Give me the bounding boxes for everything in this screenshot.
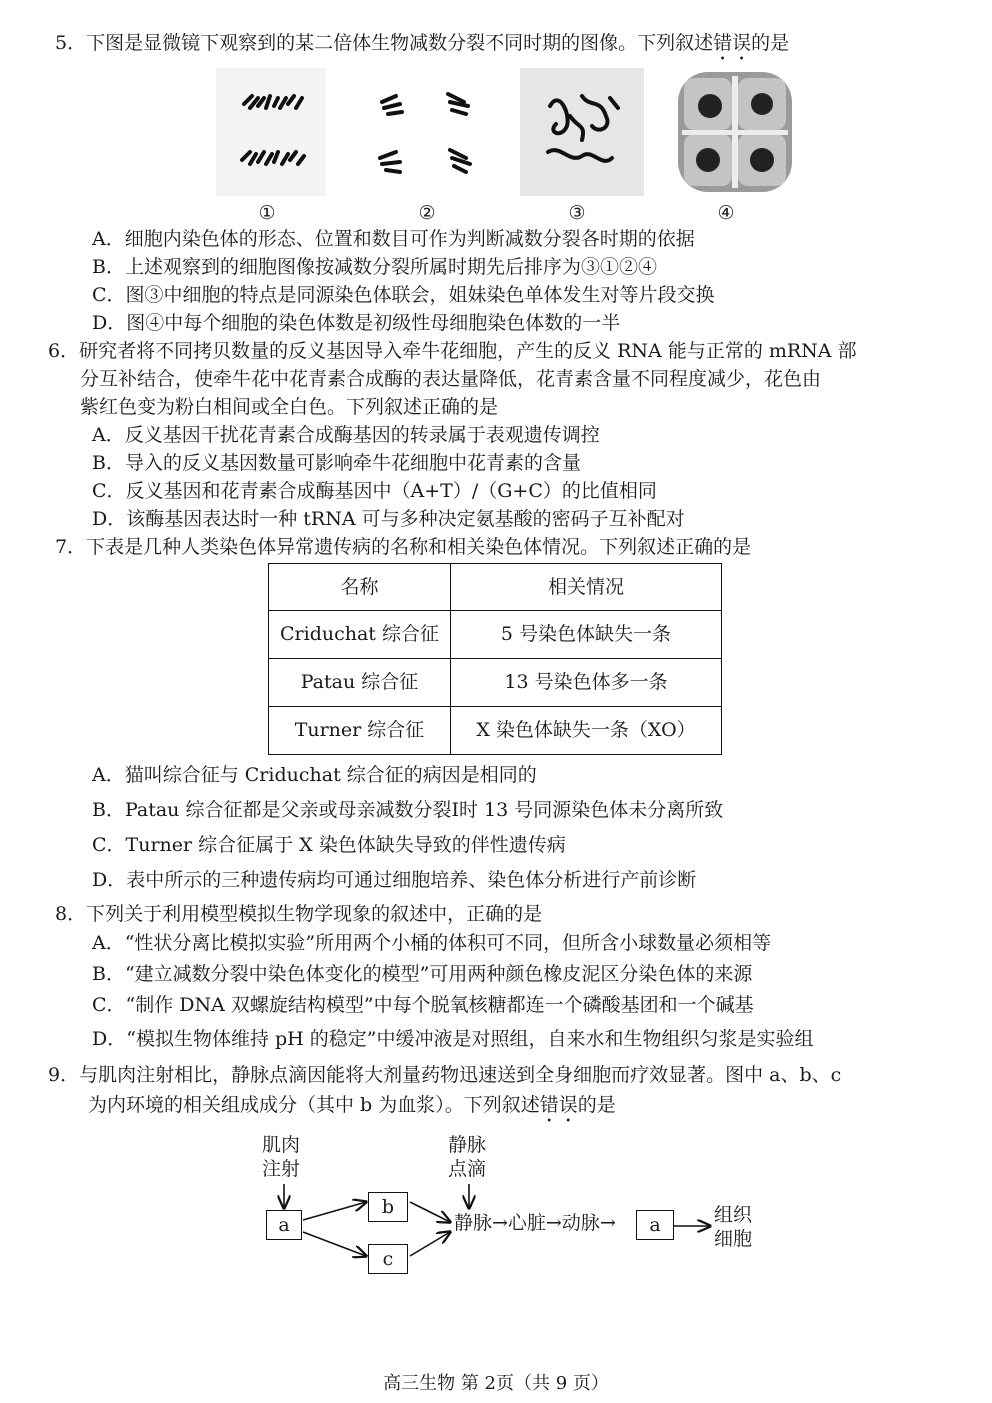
- q7-stem: 7．下表是几种人类染色体异常遗传病的名称和相关染色体情况。下列叙述正确的是: [55, 536, 752, 558]
- q9-emphasis: 错误: [539, 1094, 578, 1116]
- table-row: [269, 611, 722, 659]
- image-label-2: ②: [418, 202, 436, 224]
- q6-stem-line-3: 紫红色变为粉白相间或全白色。下列叙述正确的是: [80, 396, 499, 418]
- image-label-4: ④: [717, 202, 735, 224]
- table-header-detail: 相关情况: [451, 564, 722, 611]
- q8-option-a: A．“性状分离比模拟实验”所用两个小桶的体积可不同，但所含小球数量必须相等: [92, 932, 772, 954]
- micrograph-3: [520, 68, 644, 196]
- image-label-3: ③: [568, 202, 586, 224]
- table-cell: 13 号染色体多一条: [451, 659, 722, 707]
- q9-stem-end: 的是: [577, 1094, 616, 1116]
- q8-option-c: C．“制作 DNA 双螺旋结构模型”中每个脱氧核糖都连一个磷酸基团和一个碱基: [92, 994, 754, 1016]
- table-header-name: 名称: [269, 564, 451, 611]
- q7-option-b: B．Patau 综合征都是父亲或母亲减数分裂Ⅰ时 13 号同源染色体未分离所致: [92, 799, 724, 821]
- q9-stem-text: 为内环境的相关组成成分（其中 b 为血浆）。下列叙述: [88, 1094, 540, 1116]
- micrograph-1: [216, 68, 326, 196]
- syndrome-table: [268, 563, 722, 755]
- label-cell: 细胞: [714, 1228, 753, 1250]
- drug-transport-diagram: [250, 1132, 770, 1282]
- box-a-tissue-fluid: a: [266, 1210, 302, 1240]
- q5-option-a: A．细胞内染色体的形态、位置和数目可作为判断减数分裂各时期的依据: [92, 228, 695, 250]
- q5-stem: [55, 30, 789, 65]
- box-b-plasma: b: [368, 1192, 408, 1222]
- table-cell: Criduchat 综合征: [269, 611, 451, 659]
- q6-option-c: C．反义基因和花青素合成酶基因中（A+T）/（G+C）的比值相同: [92, 480, 657, 502]
- table-cell: Turner 综合征: [269, 707, 451, 755]
- q7-option-d: D．表中所示的三种遗传病均可通过细胞培养、染色体分析进行产前诊断: [92, 869, 697, 891]
- table-cell: X 染色体缺失一条（XO）: [451, 707, 722, 755]
- q8-option-b: B．“建立减数分裂中染色体变化的模型”可用两种颜色橡皮泥区分染色体的来源: [92, 963, 753, 985]
- label-vein: 静脉: [448, 1134, 487, 1156]
- label-flow-path: 静脉→心脏→动脉→: [454, 1212, 616, 1234]
- q6-option-a: A．反义基因干扰花青素合成酶基因的转录属于表观遗传调控: [92, 424, 600, 446]
- q7-option-c: C．Turner 综合征属于 X 染色体缺失导致的伴性遗传病: [92, 834, 566, 856]
- label-muscle: 肌肉: [262, 1134, 301, 1156]
- q6-option-d: D．该酶基因表达时一种 tRNA 可与多种决定氨基酸的密码子互补配对: [92, 508, 685, 530]
- q6-stem-line-1: 6．研究者将不同拷贝数量的反义基因导入牵牛花细胞，产生的反义 RNA 能与正常的 mRNA 部: [48, 340, 857, 362]
- table-row: [269, 707, 722, 755]
- table-row: [269, 659, 722, 707]
- diagram-arrows: [250, 1132, 770, 1282]
- q6-stem-line-2: 分互补结合，使牵牛花中花青素合成酶的表达量降低，花青素含量不同程度减少，花色由: [80, 368, 822, 390]
- box-c: c: [368, 1244, 408, 1274]
- q8-option-d: D．“模拟生物体维持 pH 的稳定”中缓冲液是对照组，自来水和生物组织匀浆是实验组: [92, 1028, 814, 1050]
- q9-stem-line-2: [88, 1092, 616, 1127]
- table-header-row: [269, 564, 722, 611]
- micrograph-2: [366, 68, 488, 196]
- q5-option-c: C．图③中细胞的特点是同源染色体联会，姐妹染色单体发生对等片段交换: [92, 284, 715, 306]
- page-footer: 高三生物 第 2页（共 9 页）: [383, 1373, 609, 1394]
- q5-emphasis: 错误: [713, 32, 752, 54]
- q6-option-b: B．导入的反义基因数量可影响牵牛花细胞中花青素的含量: [92, 452, 581, 474]
- label-injection: 注射: [262, 1158, 301, 1180]
- label-drip: 点滴: [448, 1158, 487, 1180]
- q5-stem-text: 5．下图是显微镜下观察到的某二倍体生物减数分裂不同时期的图像。下列叙述: [55, 32, 714, 54]
- q9-stem-line-1: 9．与肌肉注射相比，静脉点滴因能将大剂量药物迅速送到全身细胞而疗效显著。图中 a、b、c: [48, 1064, 842, 1086]
- image-label-1: ①: [258, 202, 276, 224]
- table-cell: 5 号染色体缺失一条: [451, 611, 722, 659]
- q7-option-a: A．猫叫综合征与 Criduchat 综合征的病因是相同的: [92, 764, 537, 786]
- table-cell: Patau 综合征: [269, 659, 451, 707]
- q5-option-b: B．上述观察到的细胞图像按减数分裂所属时期先后排序为③①②④: [92, 256, 657, 278]
- q8-stem: 8．下列关于利用模型模拟生物学现象的叙述中，正确的是: [55, 903, 543, 925]
- micrograph-4: [676, 68, 794, 196]
- label-tissue: 组织: [714, 1204, 753, 1226]
- box-a-second: a: [636, 1210, 674, 1240]
- q5-option-d: D．图④中每个细胞的染色体数是初级性母细胞染色体数的一半: [92, 312, 621, 334]
- q5-stem-end: 的是: [751, 32, 790, 54]
